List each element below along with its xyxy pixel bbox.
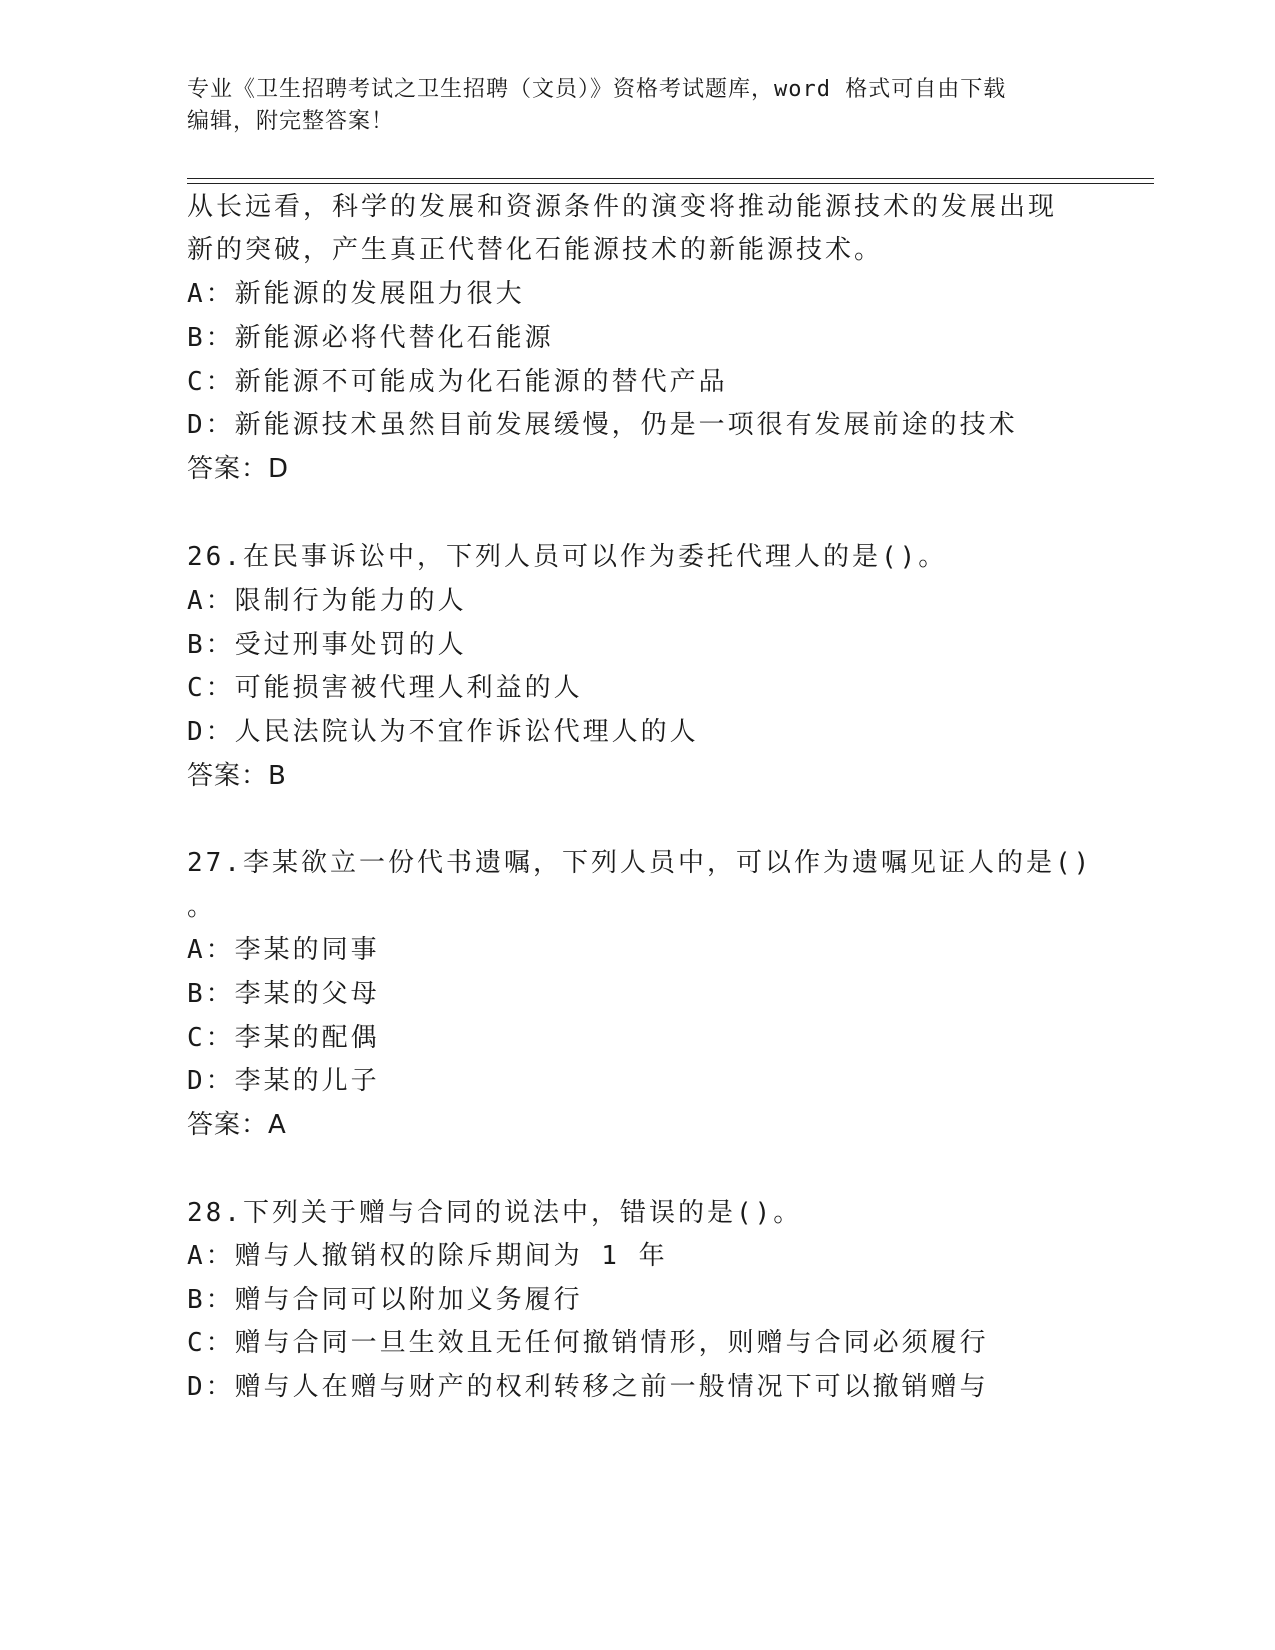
question-28-option-b: B：赠与合同可以附加义务履行: [187, 1285, 583, 1315]
question-27-option-b: B：李某的父母: [187, 979, 380, 1009]
question-26-option-d: D：人民法院认为不宜作诉讼代理人的人: [187, 717, 699, 747]
intro-answer: 答案：D: [187, 454, 290, 484]
question-26-option-c: C：可能损害被代理人利益的人: [187, 673, 583, 703]
document-header: [187, 74, 1087, 138]
header-divider-bottom: [187, 183, 1154, 184]
question-27-answer: 答案：A: [187, 1110, 287, 1140]
question-27-stem: 27.李某欲立一份代书遗嘱，下列人员中，可以作为遗嘱见证人的是(): [187, 848, 1093, 878]
question-26-stem: 26.在民事诉讼中，下列人员可以作为委托代理人的是()。: [187, 542, 948, 572]
question-27-option-c: C：李某的配偶: [187, 1023, 380, 1053]
intro-option-c: C：新能源不可能成为化石能源的替代产品: [187, 367, 728, 397]
question-27-option-d: D：李某的儿子: [187, 1066, 380, 1096]
question-26-option-b: B：受过刑事处罚的人: [187, 630, 467, 660]
question-28-option-c: C：赠与合同一旦生效且无任何撤销情形，则赠与合同必须履行: [187, 1328, 989, 1358]
header-line-1: 专业《卫生招聘考试之卫生招聘（文员）》资格考试题库，word 格式可自由下载: [187, 77, 1007, 102]
intro-option-d: D：新能源技术虽然目前发展缓慢，仍是一项很有发展前途的技术: [187, 410, 1018, 440]
question-27-option-a: A：李某的同事: [187, 935, 380, 965]
question-28-option-d: D：赠与人在赠与财产的权利转移之前一般情况下可以撤销赠与: [187, 1372, 989, 1402]
header-line-2: 编辑，附完整答案！: [187, 109, 395, 134]
intro-line-2: 新的突破，产生真正代替化石能源技术的新能源技术。: [187, 235, 884, 265]
question-26-option-a: A：限制行为能力的人: [187, 586, 467, 616]
intro-option-a: A：新能源的发展阻力很大: [187, 279, 525, 309]
header-divider-top: [187, 178, 1154, 179]
question-28-stem: 28.下列关于赠与合同的说法中，错误的是()。: [187, 1198, 803, 1228]
intro-line-1: 从长远看，科学的发展和资源条件的演变将推动能源技术的发展出现: [187, 192, 1058, 222]
question-28-option-a: A：赠与人撤销权的除斥期间为 1 年: [187, 1241, 668, 1271]
question-26-answer: 答案：B: [187, 761, 287, 791]
question-27-stem-cont: 。: [187, 892, 217, 922]
intro-option-b: B：新能源必将代替化石能源: [187, 323, 554, 353]
